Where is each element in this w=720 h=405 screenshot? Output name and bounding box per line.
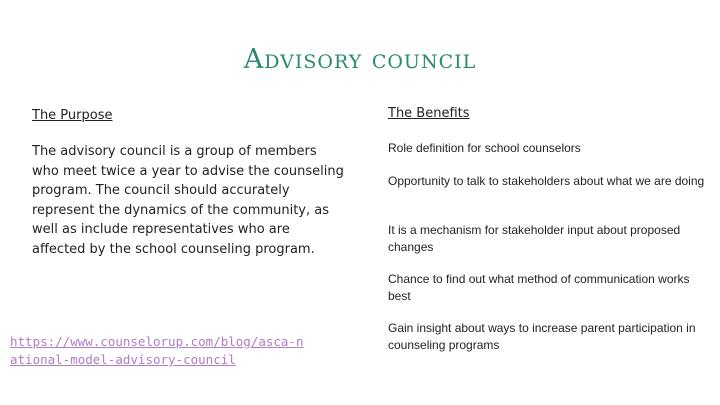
- benefit-item: Role definition for school counselors: [388, 141, 581, 155]
- benefit-item: Gain insight about ways to increase parent participation in counseling programs: [388, 321, 696, 352]
- benefit-item: It is a mechanism for stakeholder input about proposed changes: [388, 223, 681, 254]
- purpose-body: The advisory council is a group of members who meet twice a year to advise the counseling program. The council should accurately represent the dynamics of the community, as well as include representatives who are affected by the school counseling program.: [32, 144, 344, 257]
- source-link[interactable]: https://www.counselorup.com/blog/asca-national-model-advisory-council: [10, 334, 304, 367]
- slide-title: Advisory council: [243, 44, 477, 75]
- benefits-heading: The Benefits: [388, 106, 470, 121]
- benefit-item: Opportunity to talk to stakeholders about what we are doing: [388, 174, 705, 188]
- benefit-item: Chance to find out what method of communication works best: [388, 272, 690, 303]
- purpose-heading: The Purpose: [32, 108, 113, 123]
